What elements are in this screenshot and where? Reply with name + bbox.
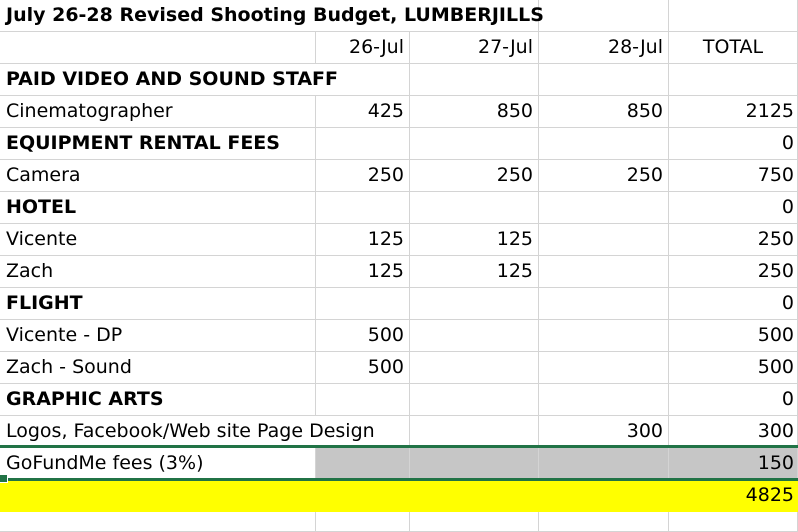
cell-empty[interactable] (0, 512, 316, 532)
value-cell[interactable] (316, 288, 410, 320)
value-cell[interactable] (539, 256, 669, 288)
item-cell[interactable]: Zach (0, 256, 316, 288)
total-cell[interactable]: 2125 (669, 96, 798, 128)
item-cell[interactable]: Cinematographer (0, 96, 316, 128)
category-cell[interactable]: FLIGHT (0, 288, 316, 320)
total-cell[interactable]: 0 (669, 288, 798, 320)
value-cell[interactable] (316, 64, 410, 96)
value-cell[interactable]: 850 (410, 96, 539, 128)
item-cell[interactable]: Logos, Facebook/Web site Page Design (0, 416, 410, 448)
selection-fill-handle[interactable] (0, 474, 8, 483)
cell-empty[interactable] (316, 480, 410, 512)
selection-border-bottom (0, 478, 798, 481)
value-cell[interactable] (539, 288, 669, 320)
total-cell[interactable]: 500 (669, 352, 798, 384)
table-row (0, 128, 798, 160)
category-cell[interactable]: GRAPHIC ARTS (0, 384, 316, 416)
category-cell[interactable]: PAID VIDEO AND SOUND STAFF (0, 64, 316, 96)
cell-empty[interactable] (669, 0, 798, 32)
grand-total-cell[interactable]: 4825 (669, 480, 798, 512)
value-cell[interactable]: 250 (539, 160, 669, 192)
selection-border-top (0, 445, 798, 448)
table-row (0, 192, 798, 224)
value-cell[interactable]: 250 (410, 160, 539, 192)
item-cell[interactable]: Vicente (0, 224, 316, 256)
table-row (0, 288, 798, 320)
total-cell[interactable]: 0 (669, 128, 798, 160)
value-cell[interactable]: 250 (316, 160, 410, 192)
sheet-title-cell[interactable]: July 26-28 Revised Shooting Budget, LUMBERJILLS (0, 0, 539, 32)
value-cell[interactable] (316, 384, 410, 416)
cell-empty[interactable] (410, 480, 539, 512)
header-cell-26-jul[interactable]: 26-Jul (316, 32, 410, 64)
value-cell[interactable] (410, 320, 539, 352)
header-row (0, 32, 798, 64)
table-row (0, 352, 798, 384)
value-cell[interactable]: 500 (316, 352, 410, 384)
cell-empty[interactable] (539, 512, 669, 532)
table-row (0, 384, 798, 416)
table-row (0, 320, 798, 352)
cell-empty[interactable] (410, 512, 539, 532)
table-row (0, 224, 798, 256)
value-cell[interactable]: 300 (539, 416, 669, 448)
grand-total-row (0, 480, 798, 512)
value-cell[interactable] (410, 352, 539, 384)
table-row (0, 256, 798, 288)
value-cell[interactable]: 850 (539, 96, 669, 128)
category-cell[interactable]: EQUIPMENT RENTAL FEES (0, 128, 316, 160)
item-cell[interactable]: Zach - Sound (0, 352, 316, 384)
value-cell[interactable] (539, 352, 669, 384)
cell-empty[interactable] (316, 512, 410, 532)
value-cell[interactable]: 125 (316, 224, 410, 256)
table-row (0, 64, 798, 96)
value-cell[interactable] (410, 384, 539, 416)
header-cell-27-jul[interactable]: 27-Jul (410, 32, 539, 64)
value-cell[interactable] (539, 128, 669, 160)
value-cell[interactable] (410, 64, 539, 96)
value-cell[interactable] (316, 128, 410, 160)
value-cell[interactable] (316, 192, 410, 224)
value-cell[interactable]: 425 (316, 96, 410, 128)
item-cell[interactable]: Camera (0, 160, 316, 192)
value-cell[interactable] (539, 192, 669, 224)
table-row (0, 160, 798, 192)
item-cell[interactable]: GoFundMe fees (3%) (0, 448, 316, 480)
item-cell[interactable]: Vicente - DP (0, 320, 316, 352)
value-cell[interactable]: 125 (410, 224, 539, 256)
value-cell[interactable] (410, 416, 539, 448)
total-cell[interactable]: 0 (669, 384, 798, 416)
value-cell[interactable] (539, 224, 669, 256)
header-cell-label[interactable] (0, 32, 316, 64)
header-cell-total[interactable]: TOTAL (669, 32, 798, 64)
total-cell[interactable]: 250 (669, 256, 798, 288)
table-row-empty (0, 512, 798, 532)
value-cell[interactable] (539, 384, 669, 416)
value-cell[interactable]: 500 (316, 320, 410, 352)
value-cell[interactable] (539, 64, 669, 96)
total-cell[interactable] (669, 64, 798, 96)
cell-empty[interactable] (539, 480, 669, 512)
table-row (0, 448, 798, 480)
value-cell[interactable] (539, 320, 669, 352)
category-cell[interactable]: HOTEL (0, 192, 316, 224)
value-cell[interactable] (539, 448, 669, 480)
value-cell[interactable] (410, 128, 539, 160)
total-cell[interactable]: 150 (669, 448, 798, 480)
title-row (0, 0, 798, 32)
cell-empty[interactable] (539, 0, 669, 32)
header-cell-28-jul[interactable]: 28-Jul (539, 32, 669, 64)
value-cell[interactable]: 125 (316, 256, 410, 288)
cell-empty[interactable] (669, 512, 798, 532)
value-cell[interactable]: 125 (410, 256, 539, 288)
cell-empty[interactable] (0, 480, 316, 512)
total-cell[interactable]: 250 (669, 224, 798, 256)
value-cell[interactable] (410, 288, 539, 320)
value-cell[interactable] (410, 448, 539, 480)
total-cell[interactable]: 300 (669, 416, 798, 448)
value-cell[interactable] (410, 192, 539, 224)
value-cell[interactable] (316, 448, 410, 480)
total-cell[interactable]: 500 (669, 320, 798, 352)
total-cell[interactable]: 750 (669, 160, 798, 192)
table-row (0, 416, 798, 448)
table-row (0, 96, 798, 128)
total-cell[interactable]: 0 (669, 192, 798, 224)
